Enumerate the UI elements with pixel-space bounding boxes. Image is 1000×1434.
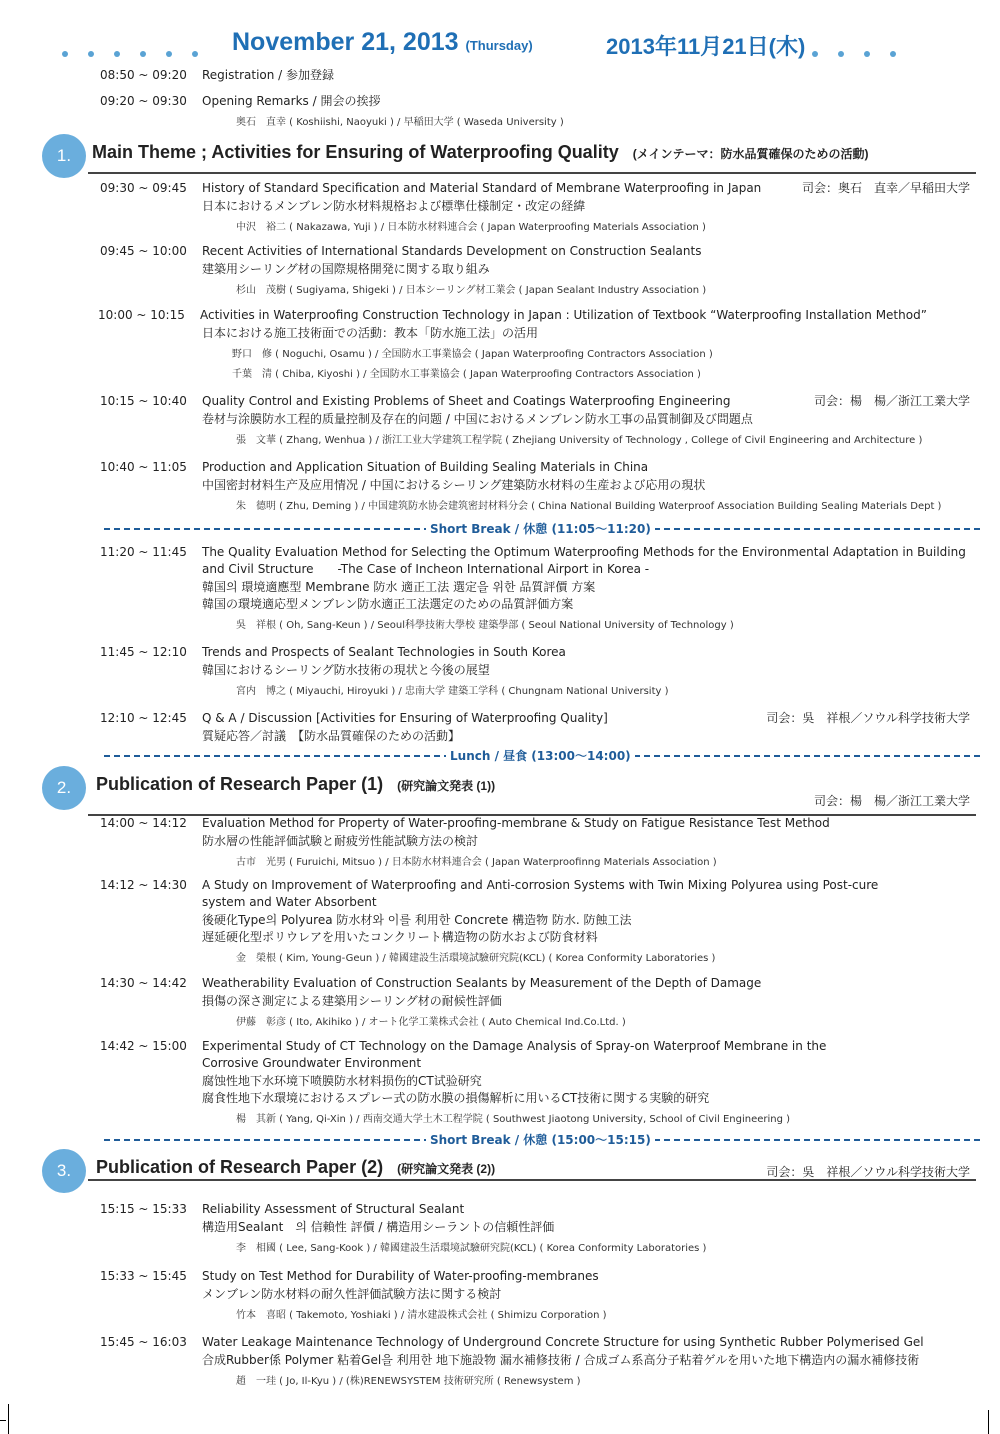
section-header xyxy=(0,134,1000,178)
session-subtitle: 損傷の深さ測定による建築用シーリング材の耐候性評価 xyxy=(202,994,502,1008)
session-title: The Quality Evaluation Method for Selecting the Optimum Waterproofing Methods for the Environmental Adaptation in Building and Civil Structure -The Case of Incheon International Airport in Korea - xyxy=(202,545,966,576)
session-chair: 司会：奥石 直幸／早稲田大学 xyxy=(801,181,970,195)
section-title-jp: (研究論文発表 (2)) xyxy=(397,1162,496,1176)
session-speaker: 竹本 喜昭 ( Takemoto, Yoshiaki ) / 清水建設株式会社 ( Shimizu Corporation ) xyxy=(236,1310,607,1321)
session-speaker: 張 文華 ( Zhang, Wenhua ) / 浙江工业大学建筑工程学院 ( Zhejiang University of Technology , College of Civil Engineering and Architecture ) xyxy=(236,435,923,446)
session-time: 09:20 ~ 09:30 xyxy=(100,94,187,108)
session-time: 11:45 ~ 12:10 xyxy=(100,645,187,659)
session-title: Evaluation Method for Property of Water-proofing-membrane & Study on Fatigue Resistance Test Method xyxy=(202,816,830,830)
section-title: Main Theme ; Activities for Ensuring of Waterproofing Quality xyxy=(92,142,619,162)
session-subtitle: 韓国の環境適応型メンブレン防水適正工法選定のための品質評価方案 xyxy=(202,597,574,611)
section-number: 2. xyxy=(42,766,86,810)
session-speaker: 吳 祥根 ( Oh, Sang-Keun ) / Seoul科學技術大學校 建築學部 ( Seoul National University of Technology ) xyxy=(236,620,734,631)
session-speaker: 奥石 直幸 ( Koshiishi, Naoyuki ) / 早稲田大学 ( Waseda University ) xyxy=(236,117,564,128)
session-title: A Study on Improvement of Waterproofing and Anti-corrosion Systems with Twin Mixing Polyurea using Post-cure system and Water Absorbent xyxy=(202,878,879,909)
section-title: Publication of Research Paper (2) xyxy=(96,1157,384,1177)
break-divider xyxy=(104,520,980,538)
crop-mark xyxy=(0,1420,6,1421)
session-time: 14:30 ~ 14:42 xyxy=(100,976,187,990)
break-label: Lunch / 昼食 (13:00〜14:00) xyxy=(446,747,635,764)
session-title: Reliability Assessment of Structural Sealant xyxy=(202,1202,465,1216)
session-chair: 司会：楊 楊／浙江工業大学 xyxy=(813,394,970,408)
date-header xyxy=(0,28,1000,62)
session-title: Quality Control and Existing Problems of Sheet and Coatings Waterproofing Engineering xyxy=(202,394,731,408)
session-time: 09:30 ~ 09:45 xyxy=(100,181,187,195)
break-divider xyxy=(104,1131,980,1149)
session-time: 15:45 ~ 16:03 xyxy=(100,1335,187,1349)
crop-mark xyxy=(988,1410,989,1434)
session-subtitle: 遅延硬化型ポリウレアを用いたコンクリート構造物の防水および防食材料 xyxy=(202,930,598,944)
session-subtitle: 中国密封材料生产及应用情况 / 中国におけるシーリング建築防水材料の生産および応用の現状 xyxy=(202,478,706,492)
session-time: 09:45 ~ 10:00 xyxy=(100,244,187,258)
session-subtitle: 日本における施工技術面での活動：教本「防水施工法」の活用 xyxy=(202,326,539,340)
section-title-jp: (研究論文発表 (1)) xyxy=(397,779,496,793)
session-speaker: 野口 修 ( Noguchi, Osamu ) / 全国防水工事業協会 ( Japan Waterproofing Contractors Association ) xyxy=(232,349,713,360)
section-title-jp: (メインテーマ：防水品質確保のための活動) xyxy=(632,147,869,161)
session-time: 14:42 ~ 15:00 xyxy=(100,1039,187,1053)
session-subtitle: 日本におけるメンブレン防水材料規格および標準仕様制定・改定の経緯 xyxy=(202,199,586,213)
session-title: Opening Remarks / 開会の挨拶 xyxy=(202,94,381,108)
session-subtitle: 卷材与涂膜防水工程的质量控制及存在的问题 / 中国におけるメンブレン防水工事の品質制御及び問題点 xyxy=(202,412,753,426)
session-title: Trends and Prospects of Sealant Technologies in South Korea xyxy=(202,645,566,659)
session-speaker: 宮内 博之 ( Miyauchi, Hiroyuki ) / 忠南大学 建築工学科 ( Chungnam National University ) xyxy=(236,686,669,697)
session-subtitle: 質疑応答／討議 【防水品質確保のための活動】 xyxy=(202,729,461,743)
session-subtitle: 防水層の性能評価試験と耐疲労性能試験方法の検討 xyxy=(202,834,479,848)
section-title: Publication of Research Paper (1) xyxy=(96,774,384,794)
dots-right xyxy=(812,42,896,61)
session-speaker: 李 相國 ( Lee, Sang-Kook ) / 韓國建設生活環境試驗研究院(KCL) ( Korea Conformity Laboratories ) xyxy=(236,1243,707,1254)
session-subtitle: 後硬化Type의 Polyurea 防水材와 이를 利用한 Concrete 構造物 防水. 防蝕工法 xyxy=(202,913,632,927)
section-header xyxy=(0,766,1000,810)
session-time: 15:33 ~ 15:45 xyxy=(100,1269,187,1283)
section-header xyxy=(0,1149,1000,1193)
session-title: Weatherability Evaluation of Construction Sealants by Measurement of the Depth of Damage xyxy=(202,976,762,990)
session-title: Experimental Study of CT Technology on the Damage Analysis of Spray-on Waterproof Membrane in the Corrosive Groundwater Environment xyxy=(202,1039,827,1070)
session-title: Activities in Waterproofing Construction Technology in Japan : Utilization of Textbook “Waterproofing Installation Method” xyxy=(200,308,927,322)
session-speaker: 金 榮根 ( Kim, Young-Geun ) / 韓國建設生活環境試驗研究院(KCL) ( Korea Conformity Laboratories ) xyxy=(236,953,716,964)
session-speaker: 中沢 裕二 ( Nakazawa, Yuji ) / 日本防水材料連合会 ( Japan Waterproofing Materials Association ) xyxy=(236,222,706,233)
session-time: 10:15 ~ 10:40 xyxy=(100,394,187,408)
session-speaker: 伊藤 彰彦 ( Ito, Akihiko ) / オート化学工業株式会社 ( Auto Chemical Ind.Co.Ltd. ) xyxy=(236,1017,626,1028)
session-speaker: 杉山 茂樹 ( Sugiyama, Shigeki ) / 日本シーリング材工業会 ( Japan Sealant Industry Association ) xyxy=(236,285,707,296)
session-time: 14:12 ~ 14:30 xyxy=(100,878,187,892)
session-subtitle: メンブレン防水材料の耐久性評価試験方法に関する検討 xyxy=(202,1287,502,1301)
session-time: 10:00 ~ 10:15 xyxy=(98,308,185,322)
date-japanese: 2013年11月21日(木) xyxy=(606,34,806,59)
session-subtitle: 合成Rubber係 Polymer 粘着Gel을 利用한 地下施設物 漏水補修技術 / 合成ゴム系高分子粘着ゲルを用いた地下構造内の漏水補修技術 xyxy=(202,1353,920,1367)
session-chair: 司会：吳 祥根／ソウル科学技術大学 xyxy=(766,711,970,725)
session-speaker: 楊 其新 ( Yang, Qi-Xin ) / 西南交通大学土木工程学院 ( Southwest Jiaotong University, School of Civil Engineering ) xyxy=(236,1114,791,1125)
crop-mark xyxy=(8,1404,9,1434)
session-time: 15:15 ~ 15:33 xyxy=(100,1202,187,1216)
section-chair: 司会：吳 祥根／ソウル科学技術大学 xyxy=(766,1165,970,1179)
section-number: 1. xyxy=(42,134,86,178)
session-time: 12:10 ~ 12:45 xyxy=(100,711,187,725)
dots-left xyxy=(62,42,218,61)
section-rule xyxy=(88,172,976,174)
session-speaker: 千葉 清 ( Chiba, Kiyoshi ) / 全国防水工事業協会 ( Japan Waterproofing Contractors Association ) xyxy=(232,369,701,380)
session-subtitle: 韓国의 環境適應型 Membrane 防水 適正工法 選定을 위한 品質評價 方案 xyxy=(202,580,596,594)
break-label: Short Break / 休憩 (11:05〜11:20) xyxy=(426,520,655,537)
session-time: 10:40 ~ 11:05 xyxy=(100,460,187,474)
section-rule xyxy=(88,1179,976,1181)
break-divider xyxy=(104,747,980,765)
session-subtitle: 韓国におけるシーリング防水技術の現状と今後の展望 xyxy=(202,663,490,677)
session-title: Registration / 参加登録 xyxy=(202,68,335,82)
session-subtitle: 建築用シーリング材の国際規格開発に関する取り組み xyxy=(202,262,490,276)
session-title: History of Standard Specification and Material Standard of Membrane Waterproofing in Japan xyxy=(202,181,762,195)
session-title: Recent Activities of International Standards Development on Construction Sealants xyxy=(202,244,702,258)
break-label: Short Break / 休憩 (15:00〜15:15) xyxy=(426,1131,655,1148)
session-time: 11:20 ~ 11:45 xyxy=(100,545,187,559)
session-title: Water Leakage Maintenance Technology of Underground Concrete Structure for using Synthetic Rubber Polymerised Gel xyxy=(202,1335,924,1349)
session-title: Production and Application Situation of Building Sealing Materials in China xyxy=(202,460,649,474)
session-speaker: 古市 光男 ( Furuichi, Mitsuo ) / 日本防水材料連合会 ( Japan Waterproofinng Materials Association ) xyxy=(236,857,717,868)
session-subtitle: 腐食性地下水環境におけるスプレー式の防水膜の損傷解析に用いるCT技術に関する実験的研究 xyxy=(202,1091,710,1105)
session-title: Q & A / Discussion [Activities for Ensuring of Waterproofing Quality] xyxy=(202,711,608,725)
session-time: 14:00 ~ 14:12 xyxy=(100,816,187,830)
session-subtitle: 構造用Sealant 의 信賴性 評價 / 構造用シーラントの信頼性評価 xyxy=(202,1220,555,1234)
session-subtitle: 腐蚀性地下水环境下喷膜防水材料损伤的CT试验研究 xyxy=(202,1074,482,1088)
section-number: 3. xyxy=(42,1149,86,1193)
session-speaker: 朱 德明 ( Zhu, Deming ) / 中国建筑防水协会建筑密封材料分会 ( China National Building Waterproof Association Building Sealing Materials Dept ) xyxy=(236,501,942,512)
session-title: Study on Test Method for Durability of Water-proofing-membranes xyxy=(202,1269,599,1283)
session-speaker: 趙 一珪 ( Jo, Il-Kyu ) / (株)RENEWSYSTEM 技術研究所 ( Renewsystem ) xyxy=(236,1376,581,1387)
section-chair: 司会：楊 楊／浙江工業大学 xyxy=(813,794,970,808)
session-time: 08:50 ~ 09:20 xyxy=(100,68,187,82)
date-english: November 21, 2013 (Thursday) xyxy=(232,28,533,56)
